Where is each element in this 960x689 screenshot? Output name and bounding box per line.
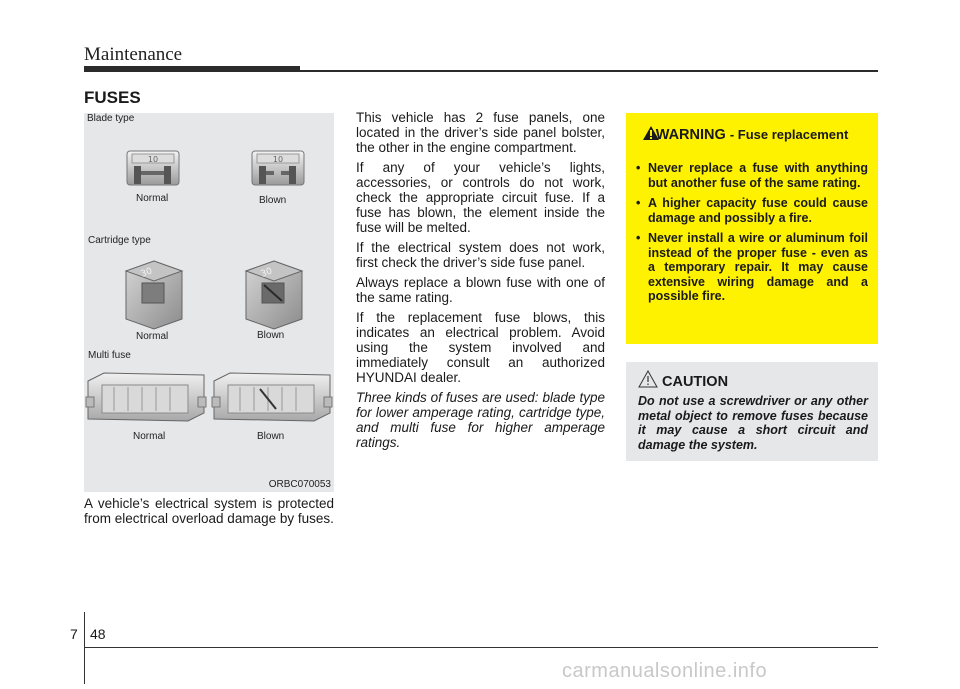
figure-code: ORBC070053 xyxy=(268,479,331,490)
warning-bullet: • xyxy=(636,161,641,175)
warning-title: WARNING xyxy=(655,127,726,143)
body-text xyxy=(356,110,605,455)
page-number: 48 xyxy=(90,626,106,642)
caution-icon xyxy=(638,370,658,388)
watermark: carmanualsonline.info xyxy=(562,660,768,682)
blade-fuse-normal-icon xyxy=(127,151,179,185)
warning-list xyxy=(636,161,868,310)
warning-box xyxy=(626,113,878,344)
warning-item-text: Never install a wire or aluminum foil instead of the proper fuse - even as a temporary repair. It may cause extensive wiring damage and a possible fire. xyxy=(648,231,868,303)
footer-vertical-rule xyxy=(84,612,85,684)
cartridge-fuse-normal-icon xyxy=(126,261,182,329)
blade-fuse-blown-icon xyxy=(252,151,304,185)
warning-item xyxy=(636,161,868,190)
multi-fuse-blown-icon xyxy=(212,373,332,421)
header-bar xyxy=(84,66,300,72)
caution-box xyxy=(626,362,878,461)
header-rule xyxy=(300,70,878,72)
cartridge-normal-rating: 30 xyxy=(139,266,154,280)
cartridge-normal-caption: Normal xyxy=(136,331,169,342)
cartridge-type-label: Cartridge type xyxy=(88,235,151,246)
cartridge-blown-rating: 30 xyxy=(259,266,274,280)
multi-fuse-normal-icon xyxy=(86,373,206,421)
caution-text: Do not use a screwdriver or any other metal object to remove fuses because it may cause a short circuit and damage the system. xyxy=(638,394,868,452)
multi-fuse-label: Multi fuse xyxy=(88,350,131,361)
warning-item-text: A higher capacity fuse could cause damage and possibly a fire. xyxy=(648,196,868,225)
body-paragraph: If the replacement fuse blows, this indicates an electrical problem. Avoid using the system involved and immediately consult an authorized HYUNDAI dealer. xyxy=(356,310,605,385)
warning-subtitle: - Fuse replacement xyxy=(729,127,849,142)
warning-bullet: • xyxy=(636,231,641,245)
intro-paragraph: A vehicle’s electrical system is protected from electrical overload damage by fuses. xyxy=(84,496,334,526)
multi-normal-caption: Normal xyxy=(133,431,166,442)
body-paragraph: This vehicle has 2 fuse panels, one located in the driver’s side panel bolster, the other in the engine compartment. xyxy=(356,110,605,155)
footer-horizontal-rule xyxy=(84,647,878,648)
multi-blown-caption: Blown xyxy=(257,431,285,442)
cartridge-blown-caption: Blown xyxy=(257,330,285,341)
caution-title: CAUTION xyxy=(662,374,729,390)
warning-heading xyxy=(626,127,878,143)
blade-normal-caption: Normal xyxy=(136,193,169,204)
body-paragraph: If any of your vehicle’s lights, accessories, or controls do not work, check the appropriate circuit fuse. If a fuse has blown, the element inside the fuse will be melted. xyxy=(356,160,605,235)
warning-item xyxy=(636,231,868,304)
section-title: FUSES xyxy=(84,88,141,107)
header-title: Maintenance xyxy=(84,44,183,65)
blade-blown-caption: Blown xyxy=(259,195,287,206)
chapter-number: 7 xyxy=(70,626,78,642)
warning-bullet: • xyxy=(636,196,641,210)
cartridge-fuse-blown-icon xyxy=(246,261,302,329)
fuse-illustration xyxy=(84,113,334,492)
body-paragraph-italic: Three kinds of fuses are used: blade type for lower amperage rating, cartridge type, and multi fuse for higher amperage ratings. xyxy=(356,390,605,450)
body-paragraph: If the electrical system does not work, first check the driver’s side fuse panel. xyxy=(356,240,605,270)
body-paragraph: Always replace a blown fuse with one of the same rating. xyxy=(356,275,605,305)
blade-blown-rating: 10 xyxy=(272,155,284,164)
warning-item xyxy=(636,196,868,225)
fuse-figure xyxy=(84,113,334,492)
blade-normal-rating: 10 xyxy=(147,155,159,164)
warning-item-text: Never replace a fuse with anything but another fuse of the same rating. xyxy=(648,161,868,190)
blade-type-label: Blade type xyxy=(87,113,135,124)
